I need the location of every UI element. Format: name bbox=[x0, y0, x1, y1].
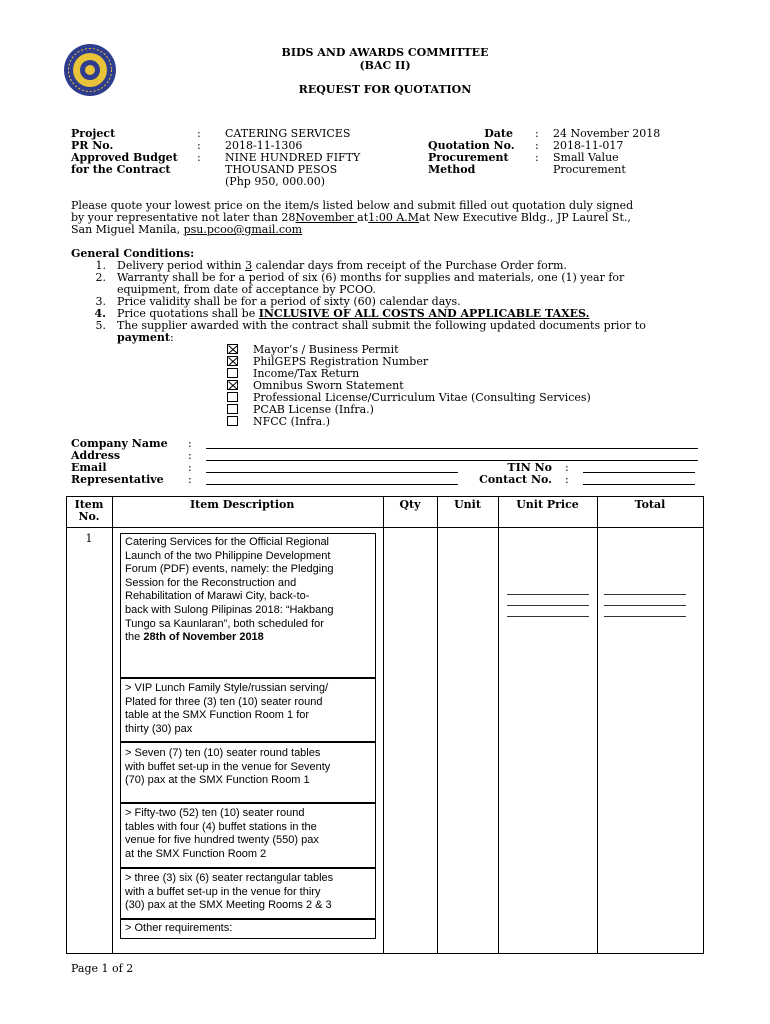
colon: : bbox=[188, 473, 192, 486]
document-label: NFCC (Infra.) bbox=[253, 415, 330, 428]
company-name-field[interactable] bbox=[206, 448, 698, 449]
description-other-requirements: > Other requirements: bbox=[125, 922, 233, 934]
description-vip-lunch: > VIP Lunch Family Style/russian serving/ Plated for three (3) ten (10) seater round table at the SMX Function Room 1 for thirty (30) pax bbox=[125, 682, 329, 735]
total-field[interactable] bbox=[604, 594, 686, 595]
address-label: Address bbox=[71, 449, 121, 462]
page-number: Page 1 of 2 bbox=[71, 962, 134, 975]
colon: : bbox=[197, 127, 201, 140]
budget-value-line1: NINE HUNDRED FIFTY bbox=[225, 151, 361, 164]
colon: : bbox=[188, 461, 192, 474]
document-label: PCAB License (Infra.) bbox=[253, 403, 374, 416]
quotation-no-value: 2018-11-017 bbox=[553, 139, 624, 152]
email-label: Email bbox=[71, 461, 107, 474]
condition-2-line2: equipment, from date of acceptance by PCOO. bbox=[117, 283, 376, 296]
header-committee: BIDS AND AWARDS COMMITTEE bbox=[281, 46, 489, 59]
document-title: REQUEST FOR QUOTATION bbox=[298, 83, 472, 96]
contact-no-label: Contact No. bbox=[479, 473, 552, 486]
date-value: 24 November 2018 bbox=[553, 127, 661, 140]
description-meeting-rooms: > three (3) six (6) seater rectangular tables with a buffet set-up in the venue for thiry (30) pax at the SMX Meeting Rooms 2 & 3 bbox=[125, 872, 334, 912]
checkbox-nfcc[interactable] bbox=[227, 416, 238, 426]
item-number: 1 bbox=[85, 532, 93, 545]
method-label: Method bbox=[428, 163, 476, 176]
checkbox-pcab-license[interactable] bbox=[227, 404, 238, 414]
representative-field[interactable] bbox=[206, 484, 458, 485]
checkbox-philgeps[interactable] bbox=[227, 356, 238, 366]
unit-price-field[interactable] bbox=[507, 605, 589, 606]
unit-price-field[interactable] bbox=[507, 616, 589, 617]
condition-1: Delivery period within 3 calendar days from receipt of the Purchase Order form. bbox=[117, 259, 567, 272]
condition-5-line1: The supplier awarded with the contract shall submit the following updated documents prior to bbox=[117, 319, 646, 332]
budget-value-amount: (Php 950, 000.00) bbox=[225, 175, 326, 188]
header-item-no: No. bbox=[78, 510, 100, 523]
checkbox-business-permit[interactable] bbox=[227, 344, 238, 354]
email-field[interactable] bbox=[206, 472, 458, 473]
procurement-method-value-line2: Procurement bbox=[553, 163, 626, 176]
colon: : bbox=[565, 473, 569, 486]
company-name-label: Company Name bbox=[71, 437, 168, 450]
header-total: Total bbox=[634, 498, 666, 511]
checkbox-income-tax-return[interactable] bbox=[227, 368, 238, 378]
colon: : bbox=[565, 461, 569, 474]
colon: : bbox=[197, 139, 201, 152]
address-field[interactable] bbox=[206, 460, 698, 461]
condition-4: Price quotations shall be INCLUSIVE OF ALL COSTS AND APPLICABLE TAXES. bbox=[117, 307, 590, 320]
tin-no-label: TIN No bbox=[507, 461, 552, 474]
colon: : bbox=[197, 151, 201, 164]
checkbox-omnibus-sworn-statement[interactable] bbox=[227, 380, 238, 390]
tin-no-field[interactable] bbox=[583, 472, 695, 473]
condition-5-line2: payment: bbox=[117, 331, 174, 344]
date-label: Date bbox=[484, 127, 513, 140]
unit-price-field[interactable] bbox=[507, 594, 589, 595]
condition-3: Price validity shall be for a period of sixty (60) calendar days. bbox=[117, 295, 461, 308]
for-the-contract-label: for the Contract bbox=[71, 163, 171, 176]
condition-2-line1: Warranty shall be for a period of six (6) months for supplies and materials, one (1) year for bbox=[117, 271, 625, 284]
procurement-method-value-line1: Small Value bbox=[553, 151, 619, 164]
approved-budget-label: Approved Budget bbox=[71, 151, 178, 164]
header-item-description: Item Description bbox=[190, 498, 295, 511]
description-seventy-pax: > Seven (7) ten (10) seater round tables with buffet set-up in the venue for Seventy (70) pax at the SMX Function Room 1 bbox=[125, 747, 331, 787]
document-label: Income/Tax Return bbox=[253, 367, 360, 380]
condition-number: 2. bbox=[95, 271, 106, 284]
budget-value-line2: THOUSAND PESOS bbox=[225, 163, 338, 176]
condition-number: 4. bbox=[94, 307, 106, 320]
instructions-line3: San Miguel Manila, psu.pcoo@gmail.com bbox=[71, 223, 303, 236]
total-field[interactable] bbox=[604, 616, 686, 617]
checkbox-professional-license[interactable] bbox=[227, 392, 238, 402]
pr-no-value: 2018-11-1306 bbox=[225, 139, 303, 152]
email-link[interactable]: psu.pcoo@gmail.com bbox=[183, 223, 303, 236]
total-field[interactable] bbox=[604, 605, 686, 606]
colon: : bbox=[535, 139, 539, 152]
header-qty: Qty bbox=[399, 498, 421, 511]
colon: : bbox=[188, 449, 192, 462]
header-bac: (BAC II) bbox=[359, 59, 411, 72]
condition-number: 1. bbox=[95, 259, 106, 272]
colon: : bbox=[535, 127, 539, 140]
procurement-label: Procurement bbox=[428, 151, 509, 164]
project-label: Project bbox=[71, 127, 116, 140]
agency-seal-logo bbox=[63, 43, 117, 97]
description-main: Catering Services for the Official Regional Launch of the two Philippine Development Forum (PDF) events, namely: the Pledging Session for the Reconstruction and Rehabilitation of Marawi City, back-to- back with Sulong Pilipinas 2018: “Hakbang Tungo sa Kaunlaran”, both scheduled for the 28th of November 2018 bbox=[125, 536, 334, 644]
instructions-line2: by your representative not later than 28November at1:00 A.Mat New Executive Bldg., JP Laurel St., bbox=[71, 211, 631, 224]
header-unit: Unit bbox=[454, 498, 481, 511]
quotation-no-label: Quotation No. bbox=[428, 139, 515, 152]
document-label: Professional License/Curriculum Vitae (Consulting Services) bbox=[253, 391, 591, 404]
representative-label: Representative bbox=[71, 473, 164, 486]
contact-no-field[interactable] bbox=[583, 484, 695, 485]
document-label: PhilGEPS Registration Number bbox=[253, 355, 429, 368]
condition-number: 5. bbox=[95, 319, 106, 332]
project-value: CATERING SERVICES bbox=[225, 127, 351, 140]
header-unit-price: Unit Price bbox=[516, 498, 579, 511]
condition-number: 3. bbox=[95, 295, 106, 308]
conditions-title: General Conditions: bbox=[71, 247, 195, 260]
pr-no-label: PR No. bbox=[71, 139, 114, 152]
document-label: Mayor’s / Business Permit bbox=[253, 343, 399, 356]
description-550-pax: > Fifty-two (52) ten (10) seater round tables with four (4) buffet stations in the venue for five hundred twenty (550) pax at the SMX Function Room 2 bbox=[125, 807, 319, 860]
colon: : bbox=[535, 151, 539, 164]
document-label: Omnibus Sworn Statement bbox=[253, 379, 404, 392]
instructions-line1: Please quote your lowest price on the item/s listed below and submit filled out quotation duly signed bbox=[71, 199, 634, 212]
header-item: Item bbox=[74, 498, 104, 511]
colon: : bbox=[188, 437, 192, 450]
